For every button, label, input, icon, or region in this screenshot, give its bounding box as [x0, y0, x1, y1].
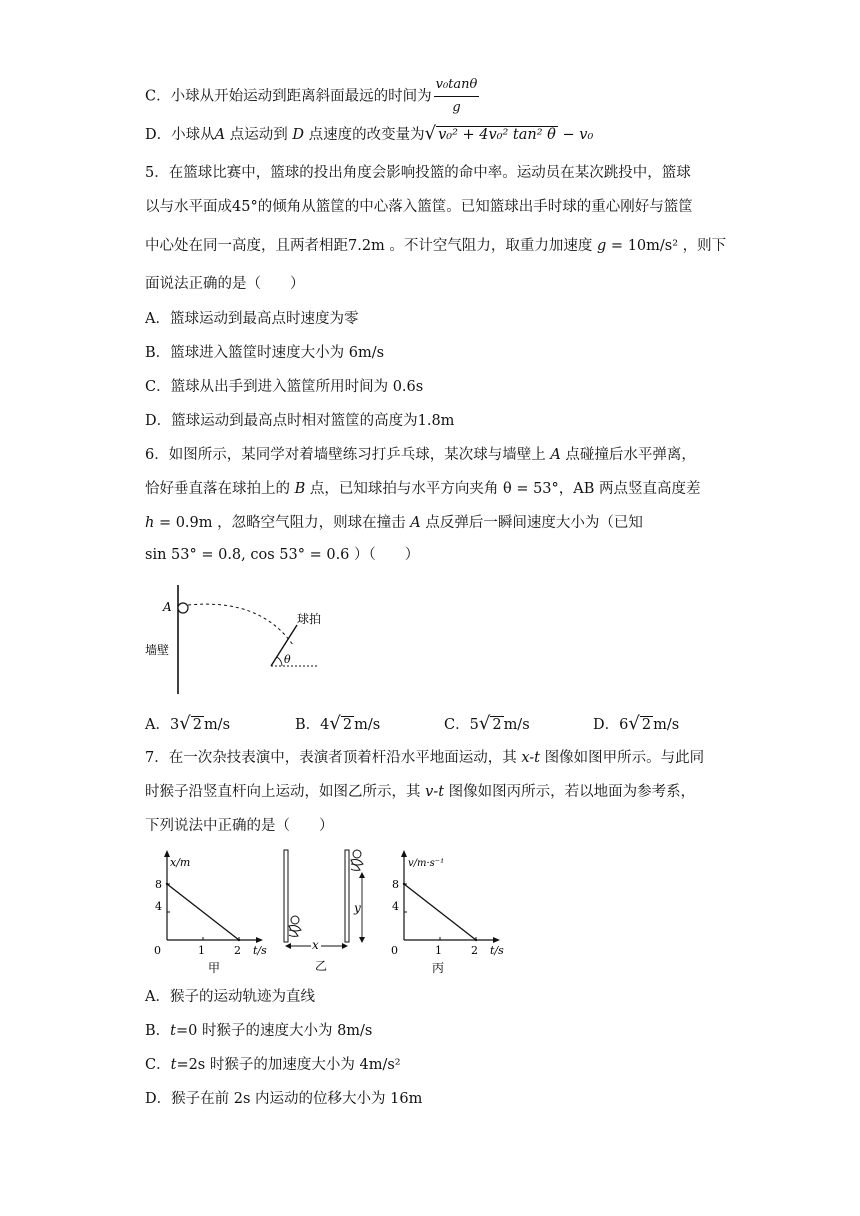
q5-option-d[interactable]: D．篮球运动到最高点时相对篮筐的高度为1.8m: [145, 413, 455, 429]
q6-option-a-coef: 3: [169, 717, 180, 733]
q6-line2-a: 恰好垂直落在球拍上的: [145, 481, 295, 497]
q7-line2-c: 图像如图丙所示，若以地面为参考系，: [444, 784, 696, 800]
q6-line2-c: 点，已知球拍与水平方向夹角 θ = 53°，AB 两点竖直高度差: [305, 481, 701, 497]
q4-option-d-tail: − v₀: [557, 127, 594, 143]
q7-figure-yi: [275, 846, 375, 974]
q4-option-c-text: 小球从开始运动到距离斜面最远的时间为: [170, 88, 432, 105]
q7-line1-c: 图像如图甲所示。与此同: [540, 750, 705, 766]
tick-label-y-4: 4: [155, 900, 162, 913]
q4-option-d[interactable]: [145, 124, 593, 145]
q7-stem-line2: [145, 782, 695, 802]
q7-graph-jia: [145, 848, 275, 974]
q5-g-symbol: g: [597, 238, 607, 254]
axis-label-x: t/s: [490, 944, 504, 957]
q4-option-c[interactable]: [145, 75, 479, 118]
q6-stem-line3: [145, 513, 643, 533]
radical-sign: √: [424, 123, 437, 144]
angle-arc: [277, 657, 282, 666]
tick-label-x-2: 2: [234, 944, 241, 957]
q7-option-b-label: B．: [145, 1023, 171, 1039]
q6-line3-b: = 0.9m ，忽略空气阻力，则球在撞击: [154, 515, 411, 531]
q4-point-a: A: [214, 127, 226, 143]
radical-sign: √: [329, 713, 341, 734]
axis-label-y: v/m·s⁻¹: [408, 858, 445, 869]
q6-stem-line2: [145, 479, 701, 499]
label-y: y: [354, 901, 361, 915]
q7-vt-symbol: v-t: [425, 784, 445, 800]
tick-label-x-1: 1: [435, 944, 442, 957]
y-arrow-up: [359, 872, 365, 878]
q6-stem-line4: sin 53° = 0.8, cos 53° = 0.6 ）（ ）: [145, 547, 420, 563]
q6-h-symbol: h: [145, 515, 155, 531]
q5-stem-line2: 以与水平面成45°的倾角从篮筐的中心落入篮筐。已知篮球出手时球的重心刚好与篮筐: [145, 199, 693, 215]
tick-label-origin: 0: [391, 944, 398, 957]
q7-xt-symbol: x-t: [521, 750, 540, 766]
x-axis-arrow: [256, 937, 263, 943]
q6-option-a-label: A．: [145, 717, 170, 733]
x-arrow-right: [342, 943, 348, 949]
q6-option-d-radicand: 2: [641, 717, 652, 733]
data-point: [166, 883, 168, 885]
label-x: x: [312, 938, 319, 952]
label-racket: 球拍: [297, 612, 322, 626]
q4-option-d-text2: 点运动到: [225, 127, 293, 143]
label-theta: θ: [284, 653, 291, 666]
q6-option-a-radicand: 2: [192, 717, 202, 733]
label-point-a: A: [163, 600, 172, 614]
q6-option-c-coef: 5: [469, 717, 479, 733]
radical-sign: √: [628, 713, 640, 734]
q6-point-a-2: A: [410, 515, 421, 531]
q7-option-a[interactable]: A．猴子的运动轨迹为直线: [145, 989, 315, 1005]
q7-option-c-text: =2s 时猴子的加速度大小为 4m/s²: [176, 1057, 401, 1073]
pole-right: [345, 850, 349, 942]
q5-line3-c: = 10m/s² ，则下: [606, 238, 727, 254]
data-point: [238, 939, 240, 941]
q7-option-b-text: =0 时猴子的速度大小为 8m/s: [175, 1023, 373, 1039]
q6-point-a: A: [550, 447, 561, 463]
q4-fraction-numerator: v₀tanθ: [434, 75, 480, 97]
q6-option-b-radicand: 2: [342, 717, 353, 733]
q4-radicand: v₀² + 4v₀² tan² θ: [438, 127, 556, 143]
ball: [178, 603, 188, 613]
q5-option-c[interactable]: C．篮球从出手到进入篮筐所用时间为 0.6s: [145, 379, 424, 395]
tick-label-y-8: 8: [392, 878, 399, 891]
q4-option-d-text3: 点速度的改变量为: [303, 127, 425, 143]
q6-option-c-radicand: 2: [492, 717, 502, 733]
q7-option-b-t: t: [170, 1023, 176, 1039]
q6-point-b: B: [294, 481, 306, 497]
q6-option-c[interactable]: [444, 714, 530, 735]
caption-yi: 乙: [315, 959, 328, 973]
tick-label-x-1: 1: [198, 944, 205, 957]
q6-option-d-coef: 6: [619, 717, 629, 733]
caption-jia: 甲: [208, 961, 221, 974]
trajectory-curve: [188, 604, 293, 645]
monkey-left-icon: [289, 916, 301, 936]
q7-option-c-label: C．: [145, 1057, 171, 1073]
q4-option-d-label: D．: [145, 127, 172, 143]
q4-option-c-fraction: [434, 75, 480, 118]
q4-point-d: D: [292, 127, 304, 143]
q6-option-b-coef: 4: [320, 717, 330, 733]
caption-bing: 丙: [432, 961, 445, 974]
x-arrow-left: [285, 943, 291, 949]
q6-option-b[interactable]: [295, 714, 380, 735]
q7-line2-a: 时猴子沿竖直杆向上运动，如图乙所示，其: [145, 784, 426, 800]
y-arrow-down: [359, 937, 365, 943]
data-point: [403, 883, 405, 885]
q6-option-b-label: B．: [295, 717, 321, 733]
q6-line3-d: 点反弹后一瞬间速度大小为（已知: [420, 515, 643, 531]
data-line: [404, 884, 476, 940]
q5-line3-a: 中心处在同一高度，且两者相距7.2m 。不计空气阻力，取重力加速度: [145, 238, 598, 254]
q6-option-d-unit: m/s: [653, 717, 680, 733]
label-wall: 墙壁: [145, 643, 170, 657]
data-point: [475, 939, 477, 941]
q6-option-b-unit: m/s: [354, 717, 381, 733]
q7-option-b[interactable]: [145, 1021, 372, 1041]
axis-label-y: x/m: [170, 856, 191, 869]
monkey-right-icon: [351, 850, 363, 870]
q7-line1-a: 7．在一次杂技表演中，表演者顶着杆沿水平地面运动，其: [145, 750, 522, 766]
q5-stem-line3: [145, 236, 726, 256]
q5-stem-line1: 5．在篮球比赛中，篮球的投出角度会影响投篮的命中率。运动员在某次跳投中，篮球: [145, 165, 691, 181]
q7-option-d[interactable]: D．猴子在前 2s 内运动的位移大小为 16m: [145, 1091, 423, 1107]
q5-option-b[interactable]: B．篮球进入篮筐时速度大小为 6m/s: [145, 345, 385, 361]
q6-option-d-label: D．: [593, 717, 620, 733]
axis-label-x: t/s: [253, 944, 267, 957]
q4-fraction-denominator: g: [452, 100, 461, 115]
x-axis-arrow: [493, 937, 500, 943]
tick-label-y-4: 4: [392, 900, 399, 913]
q6-line1-a: 6．如图所示，某同学对着墙壁练习打乒乓球，某次球与墙壁上: [145, 447, 551, 463]
data-line: [167, 884, 239, 940]
radical-sign: √: [179, 713, 191, 734]
q5-stem-line4: 面说法正确的是（ ）: [145, 276, 305, 292]
q6-option-a[interactable]: [145, 714, 230, 735]
tick-label-origin: 0: [154, 944, 161, 957]
y-axis-arrow: [401, 850, 407, 857]
q6-option-d[interactable]: [593, 714, 679, 735]
q7-option-c-t: t: [170, 1057, 177, 1073]
q6-figure: [145, 580, 345, 700]
q5-option-a[interactable]: A．篮球运动到最高点时速度为零: [145, 311, 359, 327]
q6-option-c-unit: m/s: [503, 717, 530, 733]
tick-label-y-8: 8: [155, 878, 162, 891]
radical-sign: √: [478, 713, 491, 734]
q6-line1-c: 点碰撞后水平弹离，: [560, 447, 696, 463]
q7-option-c[interactable]: [145, 1055, 401, 1075]
q4-option-c-label: C．: [145, 88, 171, 105]
pole-left: [284, 850, 288, 942]
q7-graph-bing: [382, 848, 522, 974]
q4-option-d-text1: 小球从: [171, 127, 215, 143]
q6-option-c-label: C．: [444, 717, 470, 733]
q6-stem-line1: [145, 445, 696, 465]
tick-label-x-2: 2: [471, 944, 478, 957]
q7-stem-line3: 下列说法中正确的是（ ）: [145, 818, 334, 834]
q6-option-a-unit: m/s: [203, 717, 231, 733]
q7-stem-line1: [145, 748, 704, 768]
